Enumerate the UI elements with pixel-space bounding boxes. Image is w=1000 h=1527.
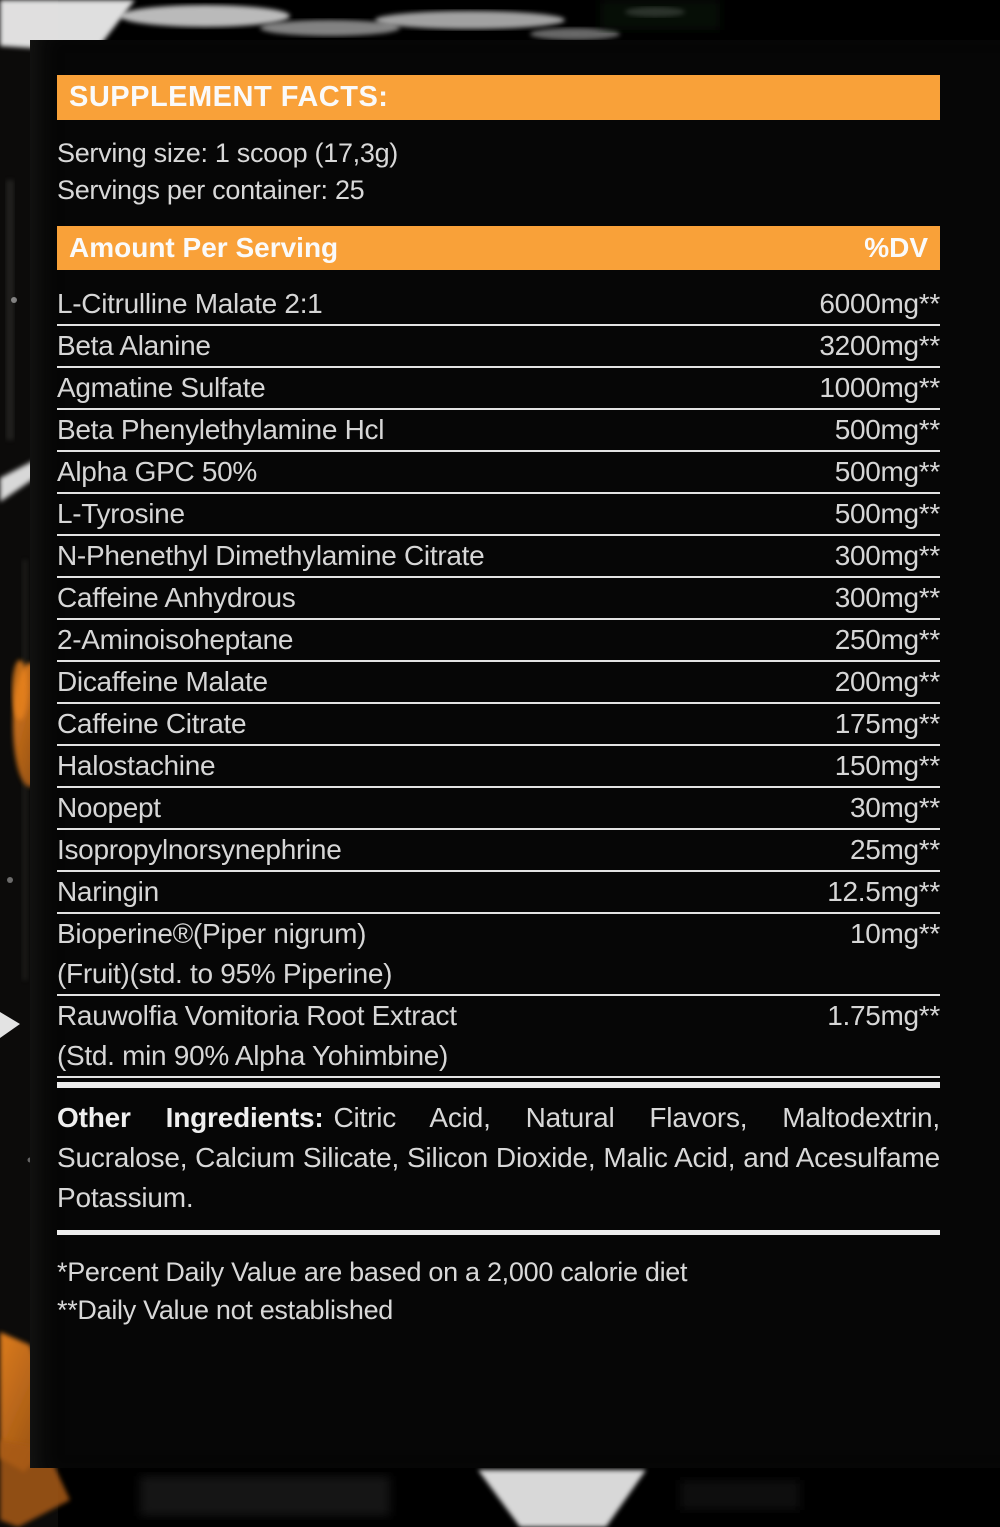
section-divider xyxy=(57,1230,940,1235)
ingredient-name: Naringin xyxy=(57,876,159,907)
ingredient-name: N-Phenethyl Dimethylamine Citrate xyxy=(57,540,485,571)
table-row xyxy=(57,830,940,872)
ingredient-amount: 30mg** xyxy=(849,792,940,823)
ingredient-name: Beta Alanine xyxy=(57,330,211,361)
table-row xyxy=(57,620,940,662)
table-row xyxy=(57,368,940,410)
ingredient-amount: 500mg** xyxy=(834,456,940,487)
table-row xyxy=(57,996,940,1078)
ingredient-amount: 150mg** xyxy=(834,750,940,781)
table-row xyxy=(57,662,940,704)
ingredient-name: Beta Phenylethylamine Hcl xyxy=(57,414,385,445)
ingredient-amount: 175mg** xyxy=(834,708,940,739)
ingredient-name: Bioperine®(Piper nigrum) xyxy=(57,918,367,949)
ingredient-name: Rauwolfia Vomitoria Root Extract xyxy=(57,1000,457,1031)
ingredient-name: Caffeine Citrate xyxy=(57,708,247,739)
table-row xyxy=(57,284,940,326)
ingredient-name: Alpha GPC 50% xyxy=(57,456,257,487)
ingredient-amount: 1.75mg** xyxy=(827,1000,940,1031)
dv-header: %DV xyxy=(864,232,928,263)
ingredient-name-line2: (Fruit)(std. to 95% Piperine) xyxy=(57,958,393,989)
ingredient-amount: 500mg** xyxy=(834,498,940,529)
footnote-not-established: **Daily Value not established xyxy=(57,1295,394,1325)
ingredient-amount: 10mg** xyxy=(849,918,940,949)
servings-per-container: Servings per container: 25 xyxy=(57,175,365,205)
table-row xyxy=(57,494,940,536)
ingredient-amount: 300mg** xyxy=(834,540,940,571)
table-header-bar xyxy=(57,226,940,270)
ingredient-amount: 3200mg** xyxy=(819,330,940,361)
serving-info xyxy=(57,135,940,209)
table-row xyxy=(57,578,940,620)
ingredient-table xyxy=(57,284,940,1078)
table-row xyxy=(57,704,940,746)
facts-content xyxy=(57,40,940,1329)
table-row xyxy=(57,872,940,914)
other-ingredients xyxy=(57,1098,940,1218)
ingredient-name: Dicaffeine Malate xyxy=(57,666,268,697)
ingredient-name: Isopropylnorsynephrine xyxy=(57,834,342,865)
table-row xyxy=(57,914,940,996)
serving-size: Serving size: 1 scoop (17,3g) xyxy=(57,138,398,168)
ingredient-name: L-Citrulline Malate 2:1 xyxy=(57,288,323,319)
facts-panel xyxy=(30,40,1000,1468)
other-ingredients-label: Other Ingredients: xyxy=(57,1102,324,1133)
section-divider xyxy=(57,1082,940,1088)
amount-per-serving-header: Amount Per Serving xyxy=(69,232,339,263)
ingredient-amount: 12.5mg** xyxy=(827,876,940,907)
footnotes xyxy=(57,1253,940,1329)
ingredient-amount: 500mg** xyxy=(834,414,940,445)
ingredient-name-line2: (Std. min 90% Alpha Yohimbine) xyxy=(57,1040,449,1071)
ingredient-amount: 300mg** xyxy=(834,582,940,613)
footnote-dv: *Percent Daily Value are based on a 2,000 calorie diet xyxy=(57,1257,688,1287)
ingredient-name: L-Tyrosine xyxy=(57,498,185,529)
ingredient-name: Agmatine Sulfate xyxy=(57,372,266,403)
ingredient-name: Halostachine xyxy=(57,750,216,781)
ingredient-name: 2-Aminoisoheptane xyxy=(57,624,294,655)
ingredient-amount: 25mg** xyxy=(849,834,940,865)
table-row xyxy=(57,788,940,830)
table-row xyxy=(57,452,940,494)
table-row xyxy=(57,410,940,452)
ingredient-name: Noopept xyxy=(57,792,161,823)
ingredient-amount: 6000mg** xyxy=(819,288,940,319)
ingredient-amount: 1000mg** xyxy=(819,372,940,403)
ingredient-amount: 250mg** xyxy=(834,624,940,655)
table-row xyxy=(57,536,940,578)
supplement-facts-header: SUPPLEMENT FACTS: xyxy=(57,75,940,120)
other-ingredients-text: Citric Acid, Natural Flavors, Maltodextrin, Sucralose, Calcium Silicate, Silicon Dioxide, Malic Acid, and Acesulfame Potassium. xyxy=(57,1102,940,1213)
table-row xyxy=(57,326,940,368)
table-row xyxy=(57,746,940,788)
ingredient-amount: 200mg** xyxy=(834,666,940,697)
ingredient-name: Caffeine Anhydrous xyxy=(57,582,296,613)
